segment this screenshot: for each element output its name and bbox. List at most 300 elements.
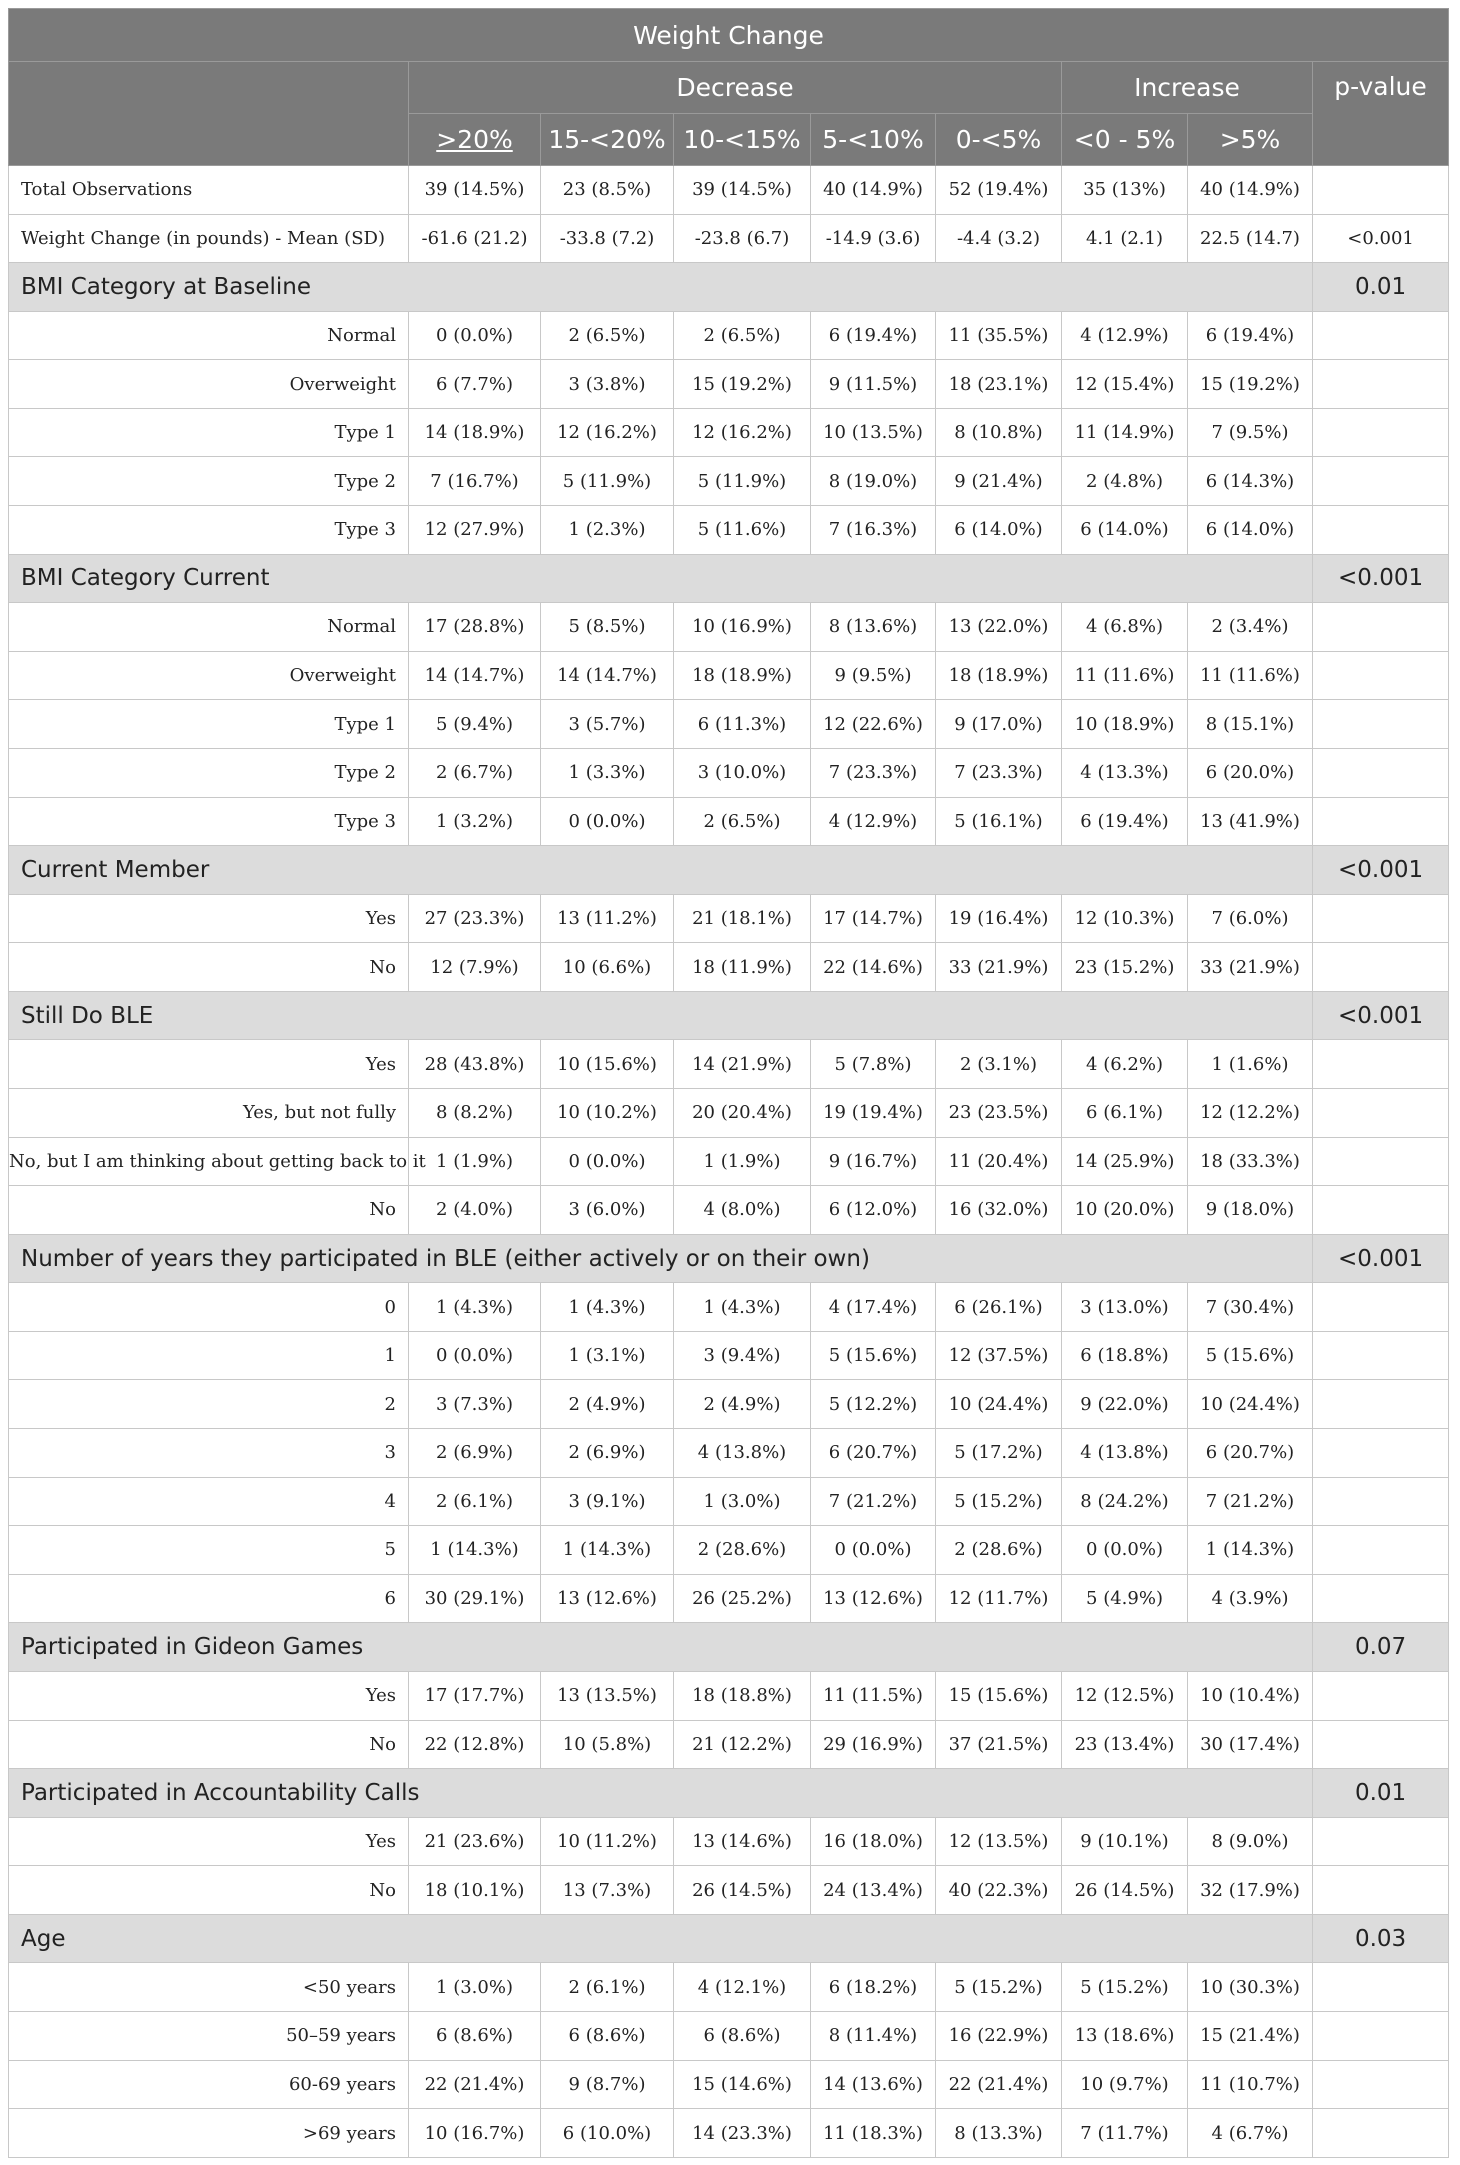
value-cell: 9 (11.5%): [811, 360, 936, 409]
value-cell: 4 (8.0%): [674, 1186, 811, 1235]
value-cell: 6 (12.0%): [811, 1186, 936, 1235]
value-cell: 0 (0.0%): [541, 797, 674, 846]
value-cell: 13 (12.6%): [811, 1574, 936, 1623]
pvalue-cell: [1313, 1477, 1449, 1526]
value-cell: 16 (22.9%): [936, 2011, 1062, 2060]
value-cell: 6 (14.3%): [1188, 457, 1313, 506]
value-cell: 22 (21.4%): [936, 2060, 1062, 2109]
row-label: No: [9, 1866, 409, 1915]
table-row: [9, 360, 1449, 409]
section-header-row: [9, 1914, 1449, 1963]
table-row: [9, 894, 1449, 943]
section-pvalue: <0.001: [1313, 1234, 1449, 1283]
table-row: [9, 311, 1449, 360]
value-cell: 52 (19.4%): [936, 166, 1062, 215]
value-cell: 7 (11.7%): [1062, 2109, 1188, 2158]
value-cell: 7 (30.4%): [1188, 1283, 1313, 1332]
section-title: Still Do BLE: [9, 991, 1313, 1040]
value-cell: 1 (4.3%): [674, 1283, 811, 1332]
value-cell: 2 (4.0%): [409, 1186, 541, 1235]
row-label: Type 3: [9, 506, 409, 555]
value-cell: 9 (22.0%): [1062, 1380, 1188, 1429]
section-header-row: [9, 554, 1449, 603]
row-label: Yes: [9, 894, 409, 943]
value-cell: 14 (18.9%): [409, 408, 541, 457]
value-cell: 40 (22.3%): [936, 1866, 1062, 1915]
value-cell: 16 (18.0%): [811, 1817, 936, 1866]
row-label: Yes: [9, 1817, 409, 1866]
value-cell: 9 (9.5%): [811, 651, 936, 700]
value-cell: 8 (24.2%): [1062, 1477, 1188, 1526]
value-cell: 6 (14.0%): [1062, 506, 1188, 555]
value-cell: 10 (24.4%): [936, 1380, 1062, 1429]
section-header-row: [9, 1769, 1449, 1818]
value-cell: 17 (28.8%): [409, 603, 541, 652]
pvalue-cell: [1313, 2060, 1449, 2109]
table-row: [9, 1671, 1449, 1720]
value-cell: 1 (1.6%): [1188, 1040, 1313, 1089]
value-cell: 2 (28.6%): [936, 1526, 1062, 1575]
pvalue-cell: [1313, 1720, 1449, 1769]
value-cell: 3 (3.8%): [541, 360, 674, 409]
value-cell: 9 (17.0%): [936, 700, 1062, 749]
value-cell: 10 (9.7%): [1062, 2060, 1188, 2109]
section-pvalue: 0.03: [1313, 1914, 1449, 1963]
pvalue-cell: [1313, 700, 1449, 749]
increase-group-header: Increase: [1062, 62, 1313, 114]
value-cell: 10 (10.2%): [541, 1088, 674, 1137]
value-cell: 11 (11.6%): [1188, 651, 1313, 700]
pvalue-cell: [1313, 1963, 1449, 2012]
pvalue-cell: [1313, 2011, 1449, 2060]
value-cell: 5 (7.8%): [811, 1040, 936, 1089]
value-cell: 9 (10.1%): [1062, 1817, 1188, 1866]
value-cell: 2 (6.9%): [409, 1429, 541, 1478]
row-label: No: [9, 1186, 409, 1235]
value-cell: 5 (15.2%): [936, 1963, 1062, 2012]
row-label: 50–59 years: [9, 2011, 409, 2060]
table-row: [9, 1088, 1449, 1137]
value-cell: 13 (18.6%): [1062, 2011, 1188, 2060]
value-cell: 2 (3.4%): [1188, 603, 1313, 652]
table-row: [9, 1186, 1449, 1235]
value-cell: -4.4 (3.2): [936, 214, 1062, 263]
row-label: 4: [9, 1477, 409, 1526]
value-cell: 15 (15.6%): [936, 1671, 1062, 1720]
table-row: [9, 166, 1449, 215]
value-cell: 12 (10.3%): [1062, 894, 1188, 943]
value-cell: 1 (14.3%): [409, 1526, 541, 1575]
value-cell: 4.1 (2.1): [1062, 214, 1188, 263]
value-cell: 1 (1.9%): [674, 1137, 811, 1186]
value-cell: 8 (10.8%): [936, 408, 1062, 457]
value-cell: 10 (5.8%): [541, 1720, 674, 1769]
value-cell: 12 (15.4%): [1062, 360, 1188, 409]
value-cell: 27 (23.3%): [409, 894, 541, 943]
value-cell: 10 (6.6%): [541, 943, 674, 992]
pvalue-cell: [1313, 506, 1449, 555]
value-cell: 1 (3.2%): [409, 797, 541, 846]
value-cell: 13 (41.9%): [1188, 797, 1313, 846]
value-cell: 4 (6.7%): [1188, 2109, 1313, 2158]
value-cell: 21 (23.6%): [409, 1817, 541, 1866]
row-label: 5: [9, 1526, 409, 1575]
value-cell: 11 (20.4%): [936, 1137, 1062, 1186]
pvalue-cell: [1313, 1817, 1449, 1866]
value-cell: 2 (3.1%): [936, 1040, 1062, 1089]
value-cell: 13 (12.6%): [541, 1574, 674, 1623]
value-cell: 6 (14.0%): [936, 506, 1062, 555]
table-row: [9, 1040, 1449, 1089]
pvalue-cell: [1313, 1574, 1449, 1623]
value-cell: 6 (18.8%): [1062, 1331, 1188, 1380]
value-cell: 2 (6.5%): [674, 311, 811, 360]
value-cell: 4 (13.8%): [674, 1429, 811, 1478]
section-header-row: [9, 1623, 1449, 1672]
value-cell: 1 (4.3%): [409, 1283, 541, 1332]
section-pvalue: 0.01: [1313, 1769, 1449, 1818]
row-label: <50 years: [9, 1963, 409, 2012]
table-row: [9, 1574, 1449, 1623]
pvalue-cell: [1313, 408, 1449, 457]
table-row: [9, 408, 1449, 457]
value-cell: 13 (14.6%): [674, 1817, 811, 1866]
table-row: [9, 1331, 1449, 1380]
value-cell: 4 (13.3%): [1062, 748, 1188, 797]
value-cell: 10 (20.0%): [1062, 1186, 1188, 1235]
value-cell: 19 (16.4%): [936, 894, 1062, 943]
section-pvalue: <0.001: [1313, 554, 1449, 603]
value-cell: 4 (12.1%): [674, 1963, 811, 2012]
value-cell: 14 (23.3%): [674, 2109, 811, 2158]
value-cell: 3 (9.1%): [541, 1477, 674, 1526]
section-header-row: [9, 846, 1449, 895]
value-cell: 19 (19.4%): [811, 1088, 936, 1137]
value-cell: 12 (16.2%): [674, 408, 811, 457]
value-cell: 13 (11.2%): [541, 894, 674, 943]
section-header-row: [9, 263, 1449, 312]
value-cell: 2 (28.6%): [674, 1526, 811, 1575]
table-row: [9, 1283, 1449, 1332]
value-cell: 12 (11.7%): [936, 1574, 1062, 1623]
row-label: Yes, but not fully: [9, 1088, 409, 1137]
row-label: 1: [9, 1331, 409, 1380]
section-title: Age: [9, 1914, 1313, 1963]
value-cell: 5 (11.9%): [674, 457, 811, 506]
value-cell: 4 (3.9%): [1188, 1574, 1313, 1623]
col-header: 15-<20%: [541, 114, 674, 166]
value-cell: 8 (19.0%): [811, 457, 936, 506]
value-cell: 10 (16.9%): [674, 603, 811, 652]
value-cell: 7 (16.7%): [409, 457, 541, 506]
value-cell: 13 (7.3%): [541, 1866, 674, 1915]
value-cell: 10 (13.5%): [811, 408, 936, 457]
value-cell: 39 (14.5%): [674, 166, 811, 215]
value-cell: -23.8 (6.7): [674, 214, 811, 263]
value-cell: 2 (6.1%): [541, 1963, 674, 2012]
table-row: [9, 1380, 1449, 1429]
value-cell: 1 (3.0%): [409, 1963, 541, 2012]
section-title: Current Member: [9, 846, 1313, 895]
pvalue-cell: [1313, 1137, 1449, 1186]
pvalue-cell: [1313, 748, 1449, 797]
value-cell: 28 (43.8%): [409, 1040, 541, 1089]
value-cell: 12 (22.6%): [811, 700, 936, 749]
col-header: 10-<15%: [674, 114, 811, 166]
pvalue-cell: [1313, 797, 1449, 846]
value-cell: 5 (15.6%): [1188, 1331, 1313, 1380]
pvalue-cell: [1313, 360, 1449, 409]
value-cell: 20 (20.4%): [674, 1088, 811, 1137]
value-cell: 22 (21.4%): [409, 2060, 541, 2109]
pvalue-cell: [1313, 1040, 1449, 1089]
value-cell: 6 (19.4%): [1188, 311, 1313, 360]
value-cell: 6 (20.0%): [1188, 748, 1313, 797]
value-cell: 37 (21.5%): [936, 1720, 1062, 1769]
table-row: [9, 1429, 1449, 1478]
pvalue-header: p-value: [1313, 62, 1449, 166]
value-cell: 0 (0.0%): [409, 1331, 541, 1380]
weight-change-table: [8, 8, 1449, 2158]
value-cell: 10 (30.3%): [1188, 1963, 1313, 2012]
value-cell: 12 (12.2%): [1188, 1088, 1313, 1137]
value-cell: 0 (0.0%): [1062, 1526, 1188, 1575]
value-cell: 1 (3.0%): [674, 1477, 811, 1526]
value-cell: 14 (25.9%): [1062, 1137, 1188, 1186]
pvalue-cell: [1313, 1866, 1449, 1915]
value-cell: 6 (20.7%): [1188, 1429, 1313, 1478]
value-cell: 2 (6.5%): [674, 797, 811, 846]
value-cell: 12 (13.5%): [936, 1817, 1062, 1866]
table-row: [9, 1526, 1449, 1575]
value-cell: 39 (14.5%): [409, 166, 541, 215]
table-row: [9, 2011, 1449, 2060]
row-label: 3: [9, 1429, 409, 1478]
value-cell: -61.6 (21.2): [409, 214, 541, 263]
value-cell: 26 (25.2%): [674, 1574, 811, 1623]
row-label: 60-69 years: [9, 2060, 409, 2109]
value-cell: 5 (15.2%): [936, 1477, 1062, 1526]
pvalue-cell: [1313, 1526, 1449, 1575]
value-cell: 5 (9.4%): [409, 700, 541, 749]
value-cell: 17 (17.7%): [409, 1671, 541, 1720]
pvalue-cell: [1313, 1088, 1449, 1137]
table-row: [9, 214, 1449, 263]
row-label: No: [9, 1720, 409, 1769]
value-cell: 9 (21.4%): [936, 457, 1062, 506]
row-label: Yes: [9, 1671, 409, 1720]
value-cell: 2 (4.8%): [1062, 457, 1188, 506]
value-cell: 3 (6.0%): [541, 1186, 674, 1235]
table-row: [9, 651, 1449, 700]
value-cell: 5 (17.2%): [936, 1429, 1062, 1478]
row-label: Type 2: [9, 457, 409, 506]
decrease-group-header: Decrease: [409, 62, 1062, 114]
blank-header-cell: [9, 62, 409, 166]
table-row: [9, 2060, 1449, 2109]
table-row: [9, 1477, 1449, 1526]
value-cell: 3 (5.7%): [541, 700, 674, 749]
value-cell: 9 (18.0%): [1188, 1186, 1313, 1235]
table-row: [9, 603, 1449, 652]
value-cell: 2 (6.7%): [409, 748, 541, 797]
pvalue-cell: [1313, 1283, 1449, 1332]
section-pvalue: 0.07: [1313, 1623, 1449, 1672]
pvalue-cell: [1313, 1186, 1449, 1235]
value-cell: 6 (26.1%): [936, 1283, 1062, 1332]
value-cell: 8 (13.6%): [811, 603, 936, 652]
value-cell: 1 (2.3%): [541, 506, 674, 555]
value-cell: 14 (13.6%): [811, 2060, 936, 2109]
row-label: 0: [9, 1283, 409, 1332]
pvalue-cell: [1313, 1331, 1449, 1380]
section-pvalue: <0.001: [1313, 991, 1449, 1040]
value-cell: 11 (11.5%): [811, 1671, 936, 1720]
value-cell: 1 (1.9%): [409, 1137, 541, 1186]
value-cell: 30 (17.4%): [1188, 1720, 1313, 1769]
value-cell: 6 (8.6%): [674, 2011, 811, 2060]
row-label: >69 years: [9, 2109, 409, 2158]
pvalue-cell: [1313, 166, 1449, 215]
value-cell: 35 (13%): [1062, 166, 1188, 215]
pvalue-cell: [1313, 603, 1449, 652]
row-label: Type 2: [9, 748, 409, 797]
value-cell: 0 (0.0%): [409, 311, 541, 360]
table-row: [9, 748, 1449, 797]
row-label: No: [9, 943, 409, 992]
value-cell: 22 (12.8%): [409, 1720, 541, 1769]
value-cell: 2 (6.9%): [541, 1429, 674, 1478]
value-cell: 2 (4.9%): [674, 1380, 811, 1429]
value-cell: 4 (17.4%): [811, 1283, 936, 1332]
value-cell: 11 (35.5%): [936, 311, 1062, 360]
value-cell: 6 (8.6%): [541, 2011, 674, 2060]
value-cell: 6 (18.2%): [811, 1963, 936, 2012]
value-cell: 11 (11.6%): [1062, 651, 1188, 700]
row-label: Weight Change (in pounds) - Mean (SD): [9, 214, 409, 263]
value-cell: 18 (33.3%): [1188, 1137, 1313, 1186]
value-cell: 23 (15.2%): [1062, 943, 1188, 992]
value-cell: 7 (21.2%): [1188, 1477, 1313, 1526]
value-cell: 6 (8.6%): [409, 2011, 541, 2060]
row-label: Normal: [9, 311, 409, 360]
value-cell: 18 (18.9%): [674, 651, 811, 700]
row-label: Normal: [9, 603, 409, 652]
table-row: [9, 1963, 1449, 2012]
row-label: Type 1: [9, 700, 409, 749]
value-cell: 5 (8.5%): [541, 603, 674, 652]
value-cell: 7 (23.3%): [936, 748, 1062, 797]
row-label: Total Observations: [9, 166, 409, 215]
value-cell: 4 (12.9%): [1062, 311, 1188, 360]
value-cell: 33 (21.9%): [936, 943, 1062, 992]
value-cell: 13 (13.5%): [541, 1671, 674, 1720]
value-cell: 4 (6.2%): [1062, 1040, 1188, 1089]
value-cell: 12 (37.5%): [936, 1331, 1062, 1380]
table-row: [9, 1817, 1449, 1866]
section-header-row: [9, 991, 1449, 1040]
value-cell: 18 (18.9%): [936, 651, 1062, 700]
value-cell: -33.8 (7.2): [541, 214, 674, 263]
value-cell: 22 (14.6%): [811, 943, 936, 992]
value-cell: 8 (15.1%): [1188, 700, 1313, 749]
value-cell: 2 (6.5%): [541, 311, 674, 360]
value-cell: 5 (15.6%): [811, 1331, 936, 1380]
value-cell: 4 (12.9%): [811, 797, 936, 846]
value-cell: 6 (19.4%): [1062, 797, 1188, 846]
value-cell: 6 (10.0%): [541, 2109, 674, 2158]
value-cell: 15 (21.4%): [1188, 2011, 1313, 2060]
value-cell: 5 (12.2%): [811, 1380, 936, 1429]
value-cell: 3 (9.4%): [674, 1331, 811, 1380]
value-cell: 3 (13.0%): [1062, 1283, 1188, 1332]
pvalue-cell: [1313, 894, 1449, 943]
value-cell: 18 (10.1%): [409, 1866, 541, 1915]
section-pvalue: <0.001: [1313, 846, 1449, 895]
value-cell: 5 (16.1%): [936, 797, 1062, 846]
value-cell: 5 (11.6%): [674, 506, 811, 555]
value-cell: 4 (13.8%): [1062, 1429, 1188, 1478]
table-row: [9, 2109, 1449, 2158]
pvalue-cell: [1313, 2109, 1449, 2158]
value-cell: 1 (14.3%): [541, 1526, 674, 1575]
table-row: [9, 1137, 1449, 1186]
pvalue-cell: [1313, 1380, 1449, 1429]
table-row: [9, 797, 1449, 846]
value-cell: 10 (10.4%): [1188, 1671, 1313, 1720]
pvalue-cell: [1313, 1429, 1449, 1478]
col-header: >20%: [409, 114, 541, 166]
value-cell: 23 (8.5%): [541, 166, 674, 215]
table-row: [9, 1866, 1449, 1915]
pvalue-cell: [1313, 943, 1449, 992]
row-label: Yes: [9, 1040, 409, 1089]
value-cell: 5 (4.9%): [1062, 1574, 1188, 1623]
col-header: 0-<5%: [936, 114, 1062, 166]
value-cell: 30 (29.1%): [409, 1574, 541, 1623]
col-header: 5-<10%: [811, 114, 936, 166]
value-cell: 21 (12.2%): [674, 1720, 811, 1769]
value-cell: 7 (6.0%): [1188, 894, 1313, 943]
value-cell: 12 (16.2%): [541, 408, 674, 457]
value-cell: 29 (16.9%): [811, 1720, 936, 1769]
value-cell: 10 (15.6%): [541, 1040, 674, 1089]
value-cell: 10 (11.2%): [541, 1817, 674, 1866]
pvalue-cell: [1313, 457, 1449, 506]
value-cell: 7 (9.5%): [1188, 408, 1313, 457]
row-label: 6: [9, 1574, 409, 1623]
value-cell: 0 (0.0%): [811, 1526, 936, 1575]
value-cell: 15 (14.6%): [674, 2060, 811, 2109]
value-cell: 8 (9.0%): [1188, 1817, 1313, 1866]
col-header: >5%: [1188, 114, 1313, 166]
value-cell: 40 (14.9%): [811, 166, 936, 215]
section-pvalue: 0.01: [1313, 263, 1449, 312]
table-row: [9, 457, 1449, 506]
row-label: Type 1: [9, 408, 409, 457]
section-title: Number of years they participated in BLE (either actively or on their own): [9, 1234, 1313, 1283]
row-label: Overweight: [9, 651, 409, 700]
value-cell: 1 (3.3%): [541, 748, 674, 797]
section-title: BMI Category at Baseline: [9, 263, 1313, 312]
value-cell: 2 (4.9%): [541, 1380, 674, 1429]
value-cell: 22.5 (14.7): [1188, 214, 1313, 263]
value-cell: 8 (8.2%): [409, 1088, 541, 1137]
value-cell: 40 (14.9%): [1188, 166, 1313, 215]
value-cell: 14 (21.9%): [674, 1040, 811, 1089]
value-cell: 14 (14.7%): [541, 651, 674, 700]
value-cell: 18 (18.8%): [674, 1671, 811, 1720]
